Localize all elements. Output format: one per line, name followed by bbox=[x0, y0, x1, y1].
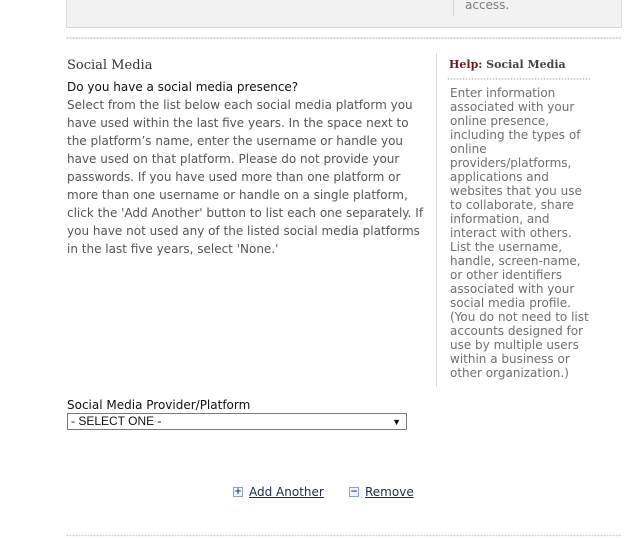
add-another-button[interactable] bbox=[233, 485, 324, 499]
help-topic: Social Media bbox=[486, 58, 566, 71]
section-separator bbox=[66, 36, 622, 40]
platform-select-label: Social Media Provider/Platform bbox=[67, 398, 251, 412]
minus-icon[interactable]: − bbox=[350, 487, 358, 497]
section-title: Social Media bbox=[67, 58, 153, 73]
help-separator bbox=[447, 78, 591, 80]
help-text: Enter information associated with your online presence, including the types of online providers/platforms, applications and websites that you use to collaborate, share information, and interact with others. List the username, handle, screen-name, or other identifiers associated with your social media profile. (You do not need to list accounts designed for use by multiple users within a business or other organization.) bbox=[450, 86, 589, 380]
platform-select[interactable] bbox=[67, 413, 407, 430]
help-panel bbox=[436, 53, 594, 387]
help-title bbox=[449, 58, 566, 71]
bottom-separator bbox=[66, 534, 622, 537]
triangle-down-icon[interactable]: ▼ bbox=[392, 417, 401, 427]
platform-select-value: - SELECT ONE - bbox=[71, 414, 162, 428]
plus-icon[interactable]: + bbox=[234, 487, 242, 497]
remove-label[interactable]: Remove bbox=[365, 485, 414, 499]
previous-section-panel bbox=[66, 0, 622, 28]
instructions-text: Select from the list below each social media platform you have used within the last five years. In the space next to the platform’s name, enter the username or handle you have used on that platform. Please do not provide your passwords. If you have used more than one platform or more than one username or handle on a single platform, click the 'Add Another' button to list each one separately. If you have not used any of the listed social media platforms in the last five years, select 'None.' bbox=[67, 98, 424, 256]
panel-divider bbox=[453, 0, 454, 16]
add-another-label[interactable]: Add Another bbox=[249, 485, 324, 499]
previous-section-text: access. bbox=[465, 0, 510, 12]
remove-button[interactable] bbox=[349, 485, 414, 499]
social-media-question: Do you have a social media presence? bbox=[67, 80, 299, 94]
help-label: Help: bbox=[449, 58, 483, 71]
